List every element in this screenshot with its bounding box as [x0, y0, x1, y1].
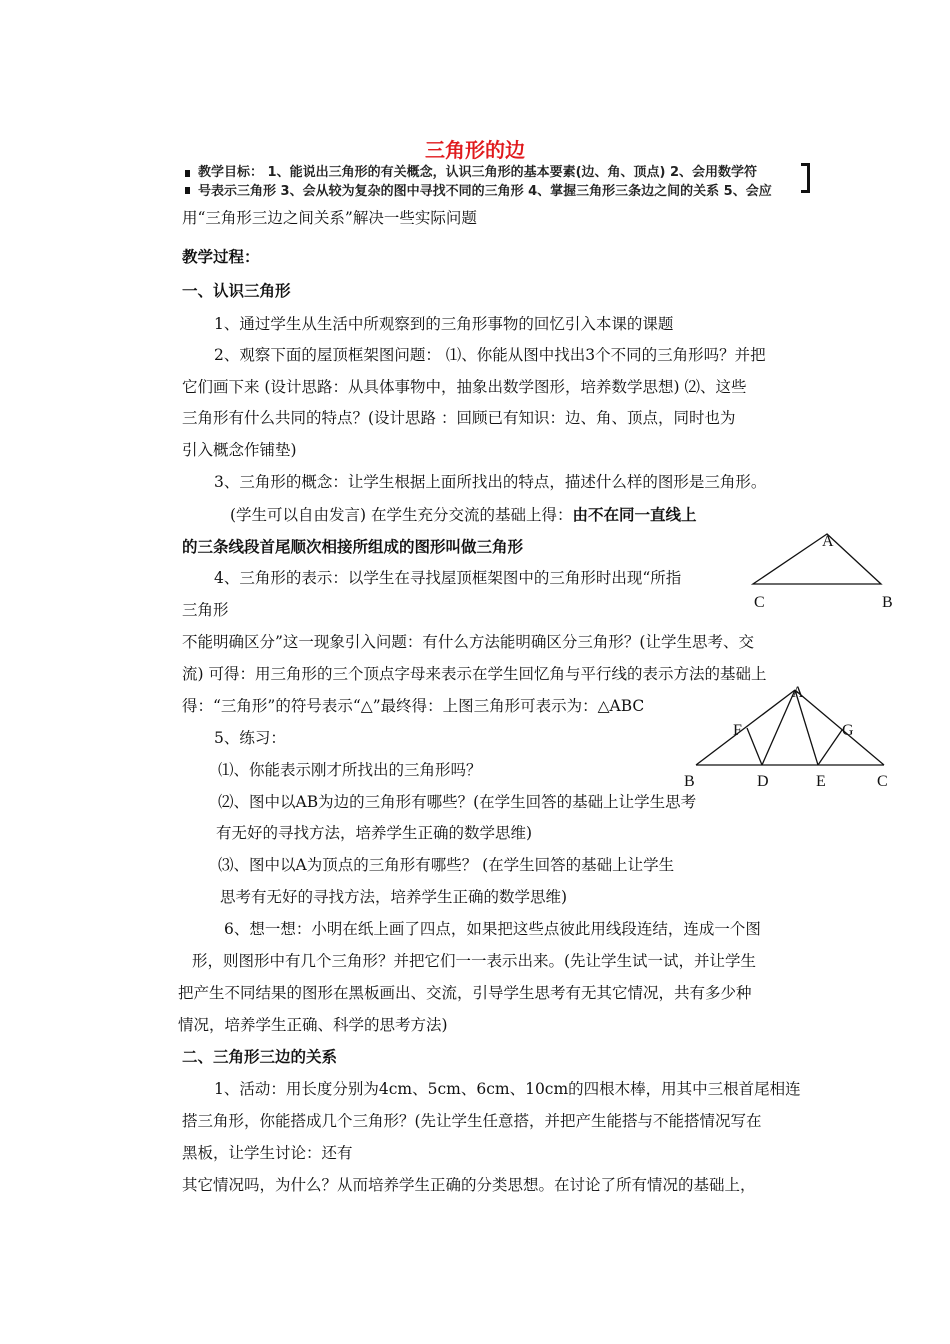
exercise-item: ⑵、图中以AB为边的三角形有哪些？(在学生回答的基础上让学生思考 [218, 793, 697, 811]
paragraph: 3、三角形的概念：让学生根据上面所找出的特点，描述什么样的图形是三角形。 [214, 473, 767, 491]
paragraph: 情况，培养学生正确、科学的思考方法) [178, 1016, 448, 1034]
triangle-shape [753, 534, 881, 584]
vertex-label: B [882, 594, 893, 611]
paragraph: 其它情况吗，为什么？从而培养学生正确的分类思想。在讨论了所有情况的基础上， [182, 1176, 756, 1194]
vertex-label: F [733, 722, 742, 739]
vertex-label: C [877, 773, 888, 790]
objectives-line-2: 号表示三角形 3、会从较为复杂的图中寻找不同的三角形 4、掌握三角形三条边之间的关系 5、会应 [198, 184, 772, 199]
paragraph: 三角形有什么共同的特点？(设计思路 ：回顾已有知识：边、角、顶点，同时也为 [182, 409, 736, 427]
exercise-item: ⑴、你能表示刚才所找出的三角形吗？ [218, 761, 482, 779]
vertex-label: G [842, 722, 854, 739]
vertex-label: C [754, 594, 765, 611]
paragraph: 流) 可得：用三角形的三个顶点字母来表示在学生回忆角与平行线的表示方法的基础上 [182, 665, 767, 683]
bullet-marker [185, 187, 190, 194]
paragraph: 搭三角形，你能搭成几个三角形？(先让学生任意搭，并把产生能搭与不能搭情况写在 [182, 1112, 762, 1130]
paragraph: 5、练习： [214, 729, 286, 747]
paragraph: 三角形 [182, 601, 229, 619]
paragraph: 不能明确区分”这一现象引入问题：有什么方法能明确区分三角形？(让学生思考、交 [182, 633, 754, 651]
paragraph: 引入概念作铺垫) [182, 441, 297, 459]
paragraph: 形，则图形中有几个三角形？并把它们一一表示出来。(先让学生试一试，并让学生 [192, 952, 757, 970]
edge-line [696, 690, 795, 765]
roof-frame-figure [690, 680, 890, 780]
vertex-label: E [816, 773, 826, 790]
objectives-label: 教学目标： [198, 165, 264, 180]
edge-line [762, 690, 795, 765]
paragraph: 2、观察下面的屋顶框架图问题： ⑴、你能从图中找出3个不同的三角形吗？并把 [214, 346, 766, 364]
vertex-label: D [757, 773, 769, 790]
section2-heading: 二、三角形三边的关系 [182, 1048, 338, 1066]
paragraph: 它们画下来 (设计思路：从具体事物中，抽象出数学图形，培养数学思想) ⑵、这些 [182, 378, 747, 396]
section1-heading: 一、认识三角形 [182, 282, 291, 300]
bullet-marker [185, 170, 190, 177]
edge-line [747, 728, 762, 765]
paragraph: 1、通过学生从生活中所观察到的三角形事物的回忆引入本课的课题 [214, 315, 674, 333]
exercise-item: 思考有无好的寻找方法，培养学生正确的数学思维) [220, 888, 568, 906]
bracket-marker [801, 163, 810, 193]
objectives-line-3: 用“三角形三边之间关系”解决一些实际问题 [182, 209, 477, 227]
paragraph: 4、三角形的表示：以学生在寻找屋顶框架图中的三角形时出现“所指 [214, 569, 682, 587]
edge-line [818, 730, 842, 765]
objectives-line-1: 教学目标： 1、能说出三角形的有关概念，认识三角形的基本要素(边、角、顶点) 2、会用数学符 [198, 165, 758, 180]
edge-line [795, 690, 884, 765]
paragraph: 6、想一想：小明在纸上画了四点，如果把这些点彼此用线段连结，连成一个图 [224, 920, 761, 938]
paragraph: 得：“三角形”的符号表示“△”最终得：上图三角形可表示为：△ABC [182, 697, 645, 715]
definition-text: 由不在同一直线上 [572, 505, 697, 524]
definition-text: 的三条线段首尾顺次相接所组成的图形叫做三角形 [182, 537, 524, 556]
paragraph: 1、活动：用长度分别为4cm、5cm、6cm、10cm的四根木棒，用其中三根首尾相连 [214, 1080, 801, 1098]
vertex-label: B [684, 773, 695, 790]
process-heading: 教学过程： [182, 248, 260, 266]
vertex-label: A [822, 533, 834, 550]
paragraph: 黑板，让学生讨论：还有 [182, 1144, 353, 1162]
paragraph: (学生可以自由发言) 在学生充分交流的基础上得：由不在同一直线上 [230, 505, 697, 524]
exercise-item: 有无好的寻找方法，培养学生正确的数学思维) [216, 824, 533, 842]
exercise-item: ⑶、图中以A为顶点的三角形有哪些？ (在学生回答的基础上让学生 [218, 856, 675, 874]
page-title: 三角形的边 [425, 138, 525, 162]
vertex-label: A [792, 684, 804, 701]
paragraph: 把产生不同结果的图形在黑板画出、交流，引导学生思考有无其它情况，共有多少种 [178, 984, 752, 1002]
